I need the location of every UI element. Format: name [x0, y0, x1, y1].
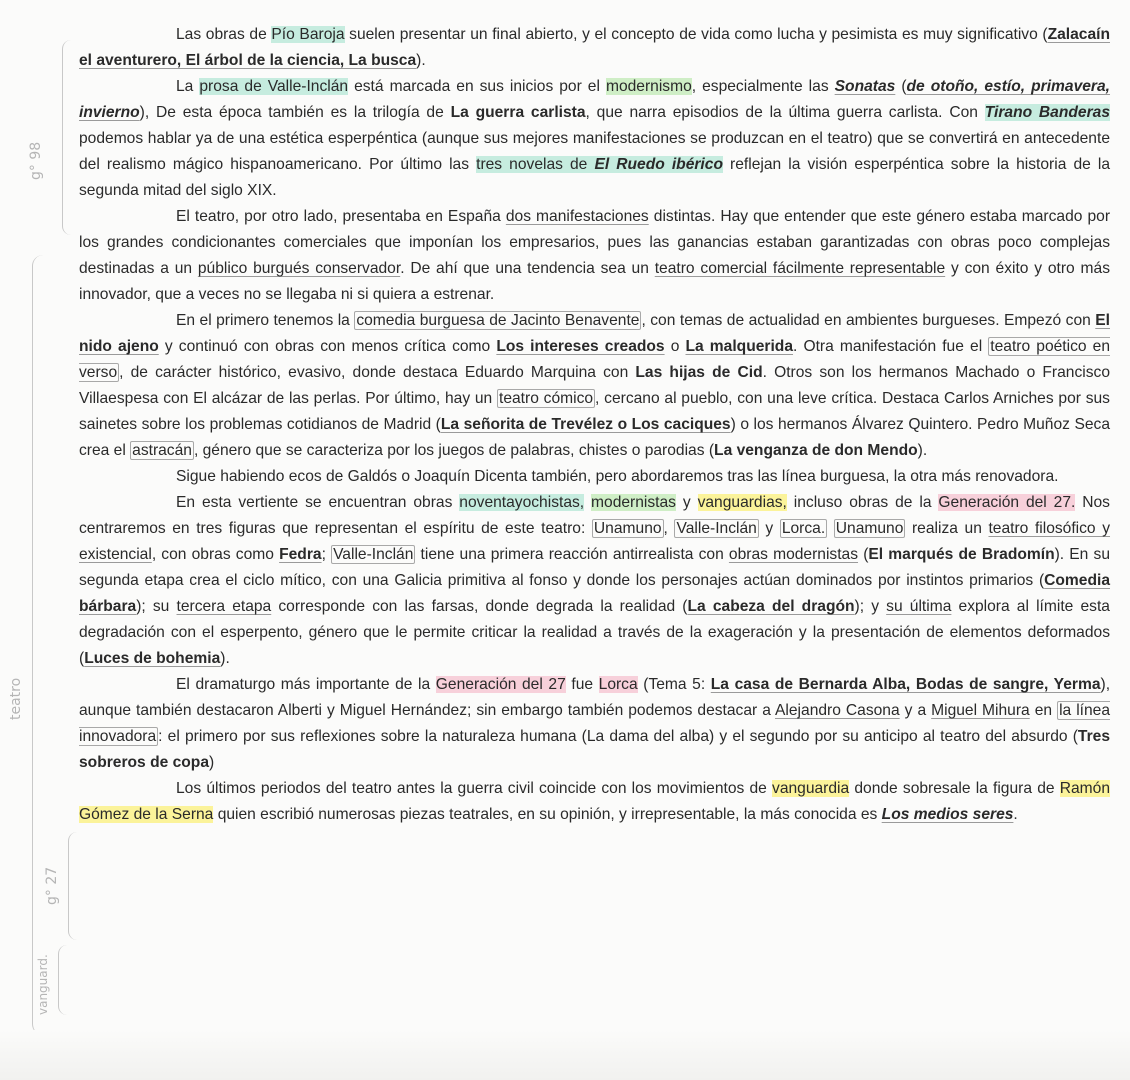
- underline-mihura: Miguel Mihura: [931, 702, 1030, 719]
- margin-note-g98: g° 98: [28, 141, 44, 180]
- work-luces-bohemia: Luces de bohemia: [84, 650, 221, 667]
- text: quien escribió numerosas piezas teatrales, en su opinión, y irrepresentable, la más conocida es: [213, 806, 882, 823]
- text: . Otra manifestación fue el: [793, 338, 989, 355]
- highlight-noventayochistas: noventayochistas,: [459, 494, 585, 511]
- highlight-modernistas: modernistas: [591, 494, 676, 511]
- boxed-teatro-comico: teatro cómico: [499, 390, 594, 407]
- work-tres-sombreros: Tres sobreros de copa: [79, 728, 1110, 771]
- text: en: [1029, 702, 1058, 719]
- text: y continuó con obras con menos crítica como: [158, 338, 497, 355]
- highlight-lorca: Lorca: [598, 676, 638, 693]
- paragraph-vertiente-renovadora: [79, 490, 1110, 672]
- text: fue: [565, 676, 599, 693]
- highlight-prosa-valle: prosa de Valle-Inclán: [199, 78, 349, 95]
- boxed-unamuno: Unamuno: [593, 520, 662, 537]
- boxed-comedia-burguesa: comedia burguesa de Jacinto Benavente: [356, 312, 640, 329]
- underline-obras-modernistas: obras modernistas: [728, 546, 859, 563]
- work-malquerida: La malquerida: [685, 338, 794, 355]
- text: ).: [917, 442, 928, 459]
- work-medios-seres: Los medios seres: [881, 806, 1014, 823]
- margin-bracket-g98: [62, 40, 71, 235]
- text: , género que se caracteriza por los juegos de palabras, chistes o parodias (: [193, 442, 715, 459]
- text: donde sobresale la figura de: [849, 780, 1060, 797]
- work-sonatas: Sonatas: [834, 78, 896, 95]
- text: Las obras de: [176, 26, 272, 43]
- page-bottom-shadow: [0, 1030, 1130, 1080]
- work-nido-ajeno: El nido ajeno: [79, 312, 1110, 355]
- margin-note-teatro: teatro: [8, 677, 24, 720]
- underline-casona: Alejandro Casona: [775, 702, 900, 719]
- text: Los últimos periodos del teatro antes la guerra civil coincide con los movimientos de: [176, 780, 773, 797]
- work-fedra: Fedra: [279, 546, 322, 563]
- work-ruedo-iberico: El Ruedo ibérico: [594, 156, 723, 173]
- text: .: [1013, 806, 1018, 823]
- text: , con temas de actualidad en ambientes burgueses. Empezó con: [641, 312, 1096, 329]
- text: . Otros son los hermanos Machado o Francisco Villaespesa con El alcázar de las perlas. Por último, hay un: [79, 364, 1110, 407]
- text: podemos hablar ya de una estética esperpéntica (aunque sus mejores manifestaciones se produzcan en el teatro) que se convertirá en antecedente del realismo mágico hispanoamericano. Por último las: [79, 130, 1110, 173]
- margin-bracket-vanguardia: [58, 945, 67, 1015]
- text: , de carácter histórico, evasivo, donde destaca Eduardo Marquina con: [119, 364, 636, 381]
- work-lorca-obras: La casa de Bernarda Alba, Bodas de sangre, Yerma: [710, 676, 1101, 693]
- text: : el primero por sus reflexiones sobre la naturaleza humana (La dama del alba) y el segundo por su anticipo al teatro del absurdo (: [158, 728, 1078, 745]
- highlight-generacion-27: Generación del 27.: [938, 494, 1076, 511]
- underline-teatro-comercial: teatro comercial fácilmente representable: [654, 260, 946, 277]
- margin-bracket-teatro: [32, 255, 43, 1035]
- text: ) o los hermanos Álvarez Quintero. Pedro Muñoz Seca crea el: [79, 416, 1110, 459]
- margin-note-vanguardia: vanguard.: [36, 954, 50, 1015]
- work-senorita-trevelez: La señorita de Trevélez o Los caciques: [440, 416, 731, 433]
- text: , con obras como: [151, 546, 280, 563]
- text: explora al límite esta degradación con el esperpento, género que le permite criticar la realidad a través de la exageración y la presentación de elementos deformados (: [79, 598, 1110, 667]
- text: incluso obras de la: [786, 494, 939, 511]
- text: ), aunque también destacaron Alberti y Miguel Hernández; sin embargo también podemos destacar a: [79, 676, 1111, 719]
- highlight-vanguardia: vanguardia: [772, 780, 850, 797]
- text: realiza un: [905, 520, 989, 537]
- text: El dramaturgo más importante de la: [176, 676, 436, 693]
- text: En el primero tenemos la: [176, 312, 355, 329]
- text: (: [858, 546, 869, 563]
- margin-bracket-g27: [68, 832, 77, 940]
- text: reflejan la visión esperpéntica sobre la historia de la segunda mitad del siglo XIX.: [79, 156, 1110, 199]
- text: . De ahí que una tendencia sea un: [400, 260, 655, 277]
- text: La: [176, 78, 200, 95]
- work-hijas-de-cid: Las hijas de Cid: [635, 364, 763, 381]
- highlight-modernismo: modernismo: [605, 78, 692, 95]
- margin-note-g27: g° 27: [44, 866, 60, 905]
- text: y: [758, 520, 780, 537]
- highlight-pio-baroja: Pío Baroja: [271, 26, 345, 43]
- boxed-lorca: Lorca.: [781, 520, 826, 537]
- text: ). En su segunda etapa crea el ciclo mítico, con una Galicia primitiva al fonso y donde los personajes actúan dominados por instintos primarios (: [79, 546, 1110, 589]
- paragraph-valle-inclan-prosa: [79, 74, 1110, 204]
- text: , especialmente las: [691, 78, 835, 95]
- highlight-tres-novelas: tres novelas de: [476, 156, 595, 173]
- text: ).: [416, 52, 426, 69]
- text: distintas. Hay que entender que este género estaba marcado por los grandes condicionantes comerciales que imponían los empresarios, pues las ganancias estaban garantizadas con obras poco complejas destinadas a un: [79, 208, 1111, 277]
- work-guerra-carlista: La guerra carlista: [450, 104, 586, 121]
- boxed-astracan: astracán: [132, 442, 192, 459]
- highlight-generacion-27-2: Generación del 27: [435, 676, 566, 693]
- text: ), De esta época también es la trilogía de: [139, 104, 451, 121]
- text: y a: [899, 702, 932, 719]
- text: ): [209, 754, 215, 771]
- paragraph-teatro-comercial: [79, 308, 1110, 464]
- text: Sigue habiendo ecos de Galdós o Joaquín Dicenta también, pero abordaremos tras las línea burguesa, la otra más renovadora.: [176, 468, 1059, 485]
- text: ); su: [136, 598, 177, 615]
- text: corresponde con las farsas, donde degrada la realidad (: [271, 598, 688, 615]
- paragraph-generacion-27: [79, 672, 1110, 776]
- works-baroja: Zalacaín el aventurero, El árbol de la ciencia, La busca: [79, 26, 1110, 69]
- text: [827, 520, 834, 537]
- paragraph-galdos: [79, 464, 1110, 490]
- text: ); y: [854, 598, 887, 615]
- text: suelen presentar un final abierto, y el concepto de vida como lucha y pesimista es muy significativo (: [344, 26, 1048, 43]
- paragraph-pio-baroja: [79, 22, 1110, 74]
- highlight-vanguardias: vanguardias,: [697, 494, 787, 511]
- paragraph-teatro-intro: [79, 204, 1110, 308]
- paragraph-vanguardia: [79, 776, 1110, 828]
- text: En esta vertiente se encuentran obras: [176, 494, 460, 511]
- text: y: [675, 494, 698, 511]
- underline-teatro-filosofico: teatro filosófico y existencial: [79, 520, 1111, 563]
- text: está marcada en sus inicios por el: [348, 78, 606, 95]
- text: (: [895, 78, 907, 95]
- work-intereses-creados: Los intereses creados: [496, 338, 665, 355]
- work-cabeza-dragon: La cabeza del dragón: [687, 598, 855, 615]
- work-sonatas-seasons: de otoño, estío, primavera, invierno: [79, 78, 1111, 121]
- underline-tercera-etapa: tercera etapa: [176, 598, 272, 615]
- text: tiene una primera reacción antirrealista con: [415, 546, 729, 563]
- work-marques-bradomin: El marqués de Bradomín: [868, 546, 1055, 563]
- highlight-ramon-gomez: Ramón Gómez de la Serna: [79, 780, 1110, 823]
- work-comedia-barbara: Comedia bárbara: [79, 572, 1110, 615]
- text: ).: [220, 650, 230, 667]
- work-venganza-don-mendo: La venganza de don Mendo: [714, 442, 918, 459]
- text: [584, 494, 591, 511]
- work-tirano-banderas: Tirano Banderas: [984, 104, 1110, 121]
- text: , cercano al pueblo, con una leve crítica. Destaca Carlos Arniches por sus sainetes sobre los problemas cotidianos de Madrid (: [79, 390, 1110, 433]
- text: Nos centraremos en tres figuras que representan el espíritu de este teatro:: [79, 494, 1110, 537]
- document-page: [79, 22, 1110, 828]
- text: o: [664, 338, 686, 355]
- boxed-valle-inclan: Valle-Inclán: [676, 520, 757, 537]
- text: , que narra episodios de la última guerra carlista. Con: [585, 104, 985, 121]
- boxed-unamuno-2: Unamuno: [835, 520, 904, 537]
- underline-su-ultima: su última: [886, 598, 952, 615]
- underline-dos-manifestaciones: dos manifestaciones: [505, 208, 649, 225]
- boxed-linea-innovadora: la línea innovadora: [79, 702, 1111, 745]
- boxed-teatro-poetico: teatro poético en verso: [79, 338, 1111, 381]
- boxed-valle-inclan-2: Valle-Inclán: [333, 546, 414, 563]
- text: (Tema 5:: [637, 676, 711, 693]
- underline-publico-burgues: público burgués conservador: [197, 260, 401, 277]
- text: ;: [321, 546, 332, 563]
- text: ,: [663, 520, 675, 537]
- text: El teatro, por otro lado, presentaba en España: [176, 208, 506, 225]
- text: y con éxito y otro más innovador, que a veces no se llegaba ni si quiera a estrenar.: [79, 260, 1110, 303]
